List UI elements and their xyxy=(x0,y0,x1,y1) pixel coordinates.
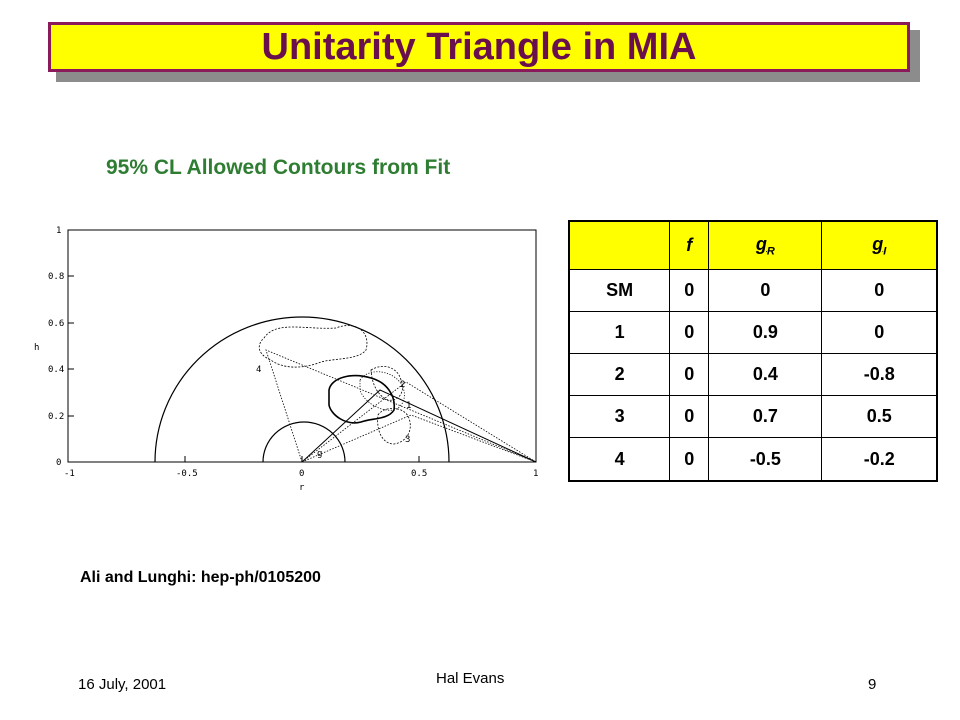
table-header-cell xyxy=(670,221,709,269)
y-tick-label: 0.8 xyxy=(48,272,65,282)
unitarity-triangle-plot xyxy=(26,220,556,500)
y-tick-label: 0 xyxy=(56,458,62,468)
slide-title: Unitarity Triangle in MIA xyxy=(261,25,697,68)
header-gi-base: g xyxy=(872,233,884,254)
table-cell: 3 xyxy=(569,396,670,438)
contour-4 xyxy=(259,325,367,367)
table-cell: 0 xyxy=(822,311,937,353)
plot-ticks xyxy=(68,230,536,462)
header-gr-sub: R xyxy=(766,245,775,258)
table-row xyxy=(569,311,937,353)
y-tick-label: 0.4 xyxy=(48,365,65,375)
table-row xyxy=(569,396,937,438)
header-gi xyxy=(872,233,887,258)
table-row xyxy=(569,269,937,311)
y-tick-label: 0.6 xyxy=(48,319,65,329)
footer-author: Hal Evans xyxy=(436,670,505,687)
table-header-cell xyxy=(569,221,670,269)
plot-subtitle: 95% CL Allowed Contours from Fit xyxy=(106,156,451,179)
x-tick-label: 0.5 xyxy=(411,469,428,479)
triangle-4 xyxy=(266,350,536,462)
table-cell: 0 xyxy=(670,311,709,353)
table-row xyxy=(569,438,937,481)
contour-label: 2 xyxy=(400,380,406,390)
table-cell: 0.7 xyxy=(709,396,822,438)
triangle-2 xyxy=(302,382,536,462)
contour-label: 1 xyxy=(406,401,412,411)
x-axis-label: r xyxy=(299,483,305,493)
table-cell: SM xyxy=(569,269,670,311)
table-cell: 0.4 xyxy=(709,353,822,395)
title-banner xyxy=(48,22,910,72)
table-cell: 2 xyxy=(569,353,670,395)
table-row xyxy=(569,353,937,395)
table-cell: 1 xyxy=(569,311,670,353)
parameter-table xyxy=(568,220,938,482)
table-cell: 0 xyxy=(709,269,822,311)
header-gr-base: g xyxy=(755,233,767,254)
table-cell: 0.9 xyxy=(709,311,822,353)
table-cell: 0 xyxy=(670,269,709,311)
inner-semicircle xyxy=(263,422,345,462)
table-header-cell xyxy=(709,221,822,269)
triangle-sm xyxy=(302,390,536,462)
table-cell: -0.5 xyxy=(709,438,822,481)
table-header-row xyxy=(569,221,937,269)
header-f: f xyxy=(686,234,693,255)
table-header-cell xyxy=(822,221,937,269)
y-tick-label: 1 xyxy=(56,226,62,236)
table-cell: 0.5 xyxy=(822,396,937,438)
citation: Ali and Lunghi: hep-ph/0105200 xyxy=(80,569,321,586)
table-cell: -0.8 xyxy=(822,353,937,395)
x-tick-label: -1 xyxy=(64,469,75,479)
contour-label: 3 xyxy=(405,435,411,445)
plot-frame xyxy=(68,230,536,462)
x-tick-label: 1 xyxy=(533,469,539,479)
x-tick-label: -0.5 xyxy=(176,469,198,479)
contour-2 xyxy=(371,366,406,400)
table-cell: 0 xyxy=(670,353,709,395)
table-cell: 0 xyxy=(670,396,709,438)
table-cell: -0.2 xyxy=(822,438,937,481)
page-number: 9 xyxy=(868,676,877,693)
y-tick-label: 0.2 xyxy=(48,412,65,422)
footer-date: 16 July, 2001 xyxy=(78,676,167,693)
y-axis-label: h xyxy=(34,343,40,353)
table-cell: 4 xyxy=(569,438,670,481)
table-cell: 0 xyxy=(670,438,709,481)
header-gi-sub: I xyxy=(883,245,887,258)
x-tick-label: 0 xyxy=(299,469,305,479)
table-cell: 0 xyxy=(822,269,937,311)
angle-label: g xyxy=(317,449,323,459)
header-gr xyxy=(755,233,775,258)
contour-label: 4 xyxy=(256,365,262,375)
